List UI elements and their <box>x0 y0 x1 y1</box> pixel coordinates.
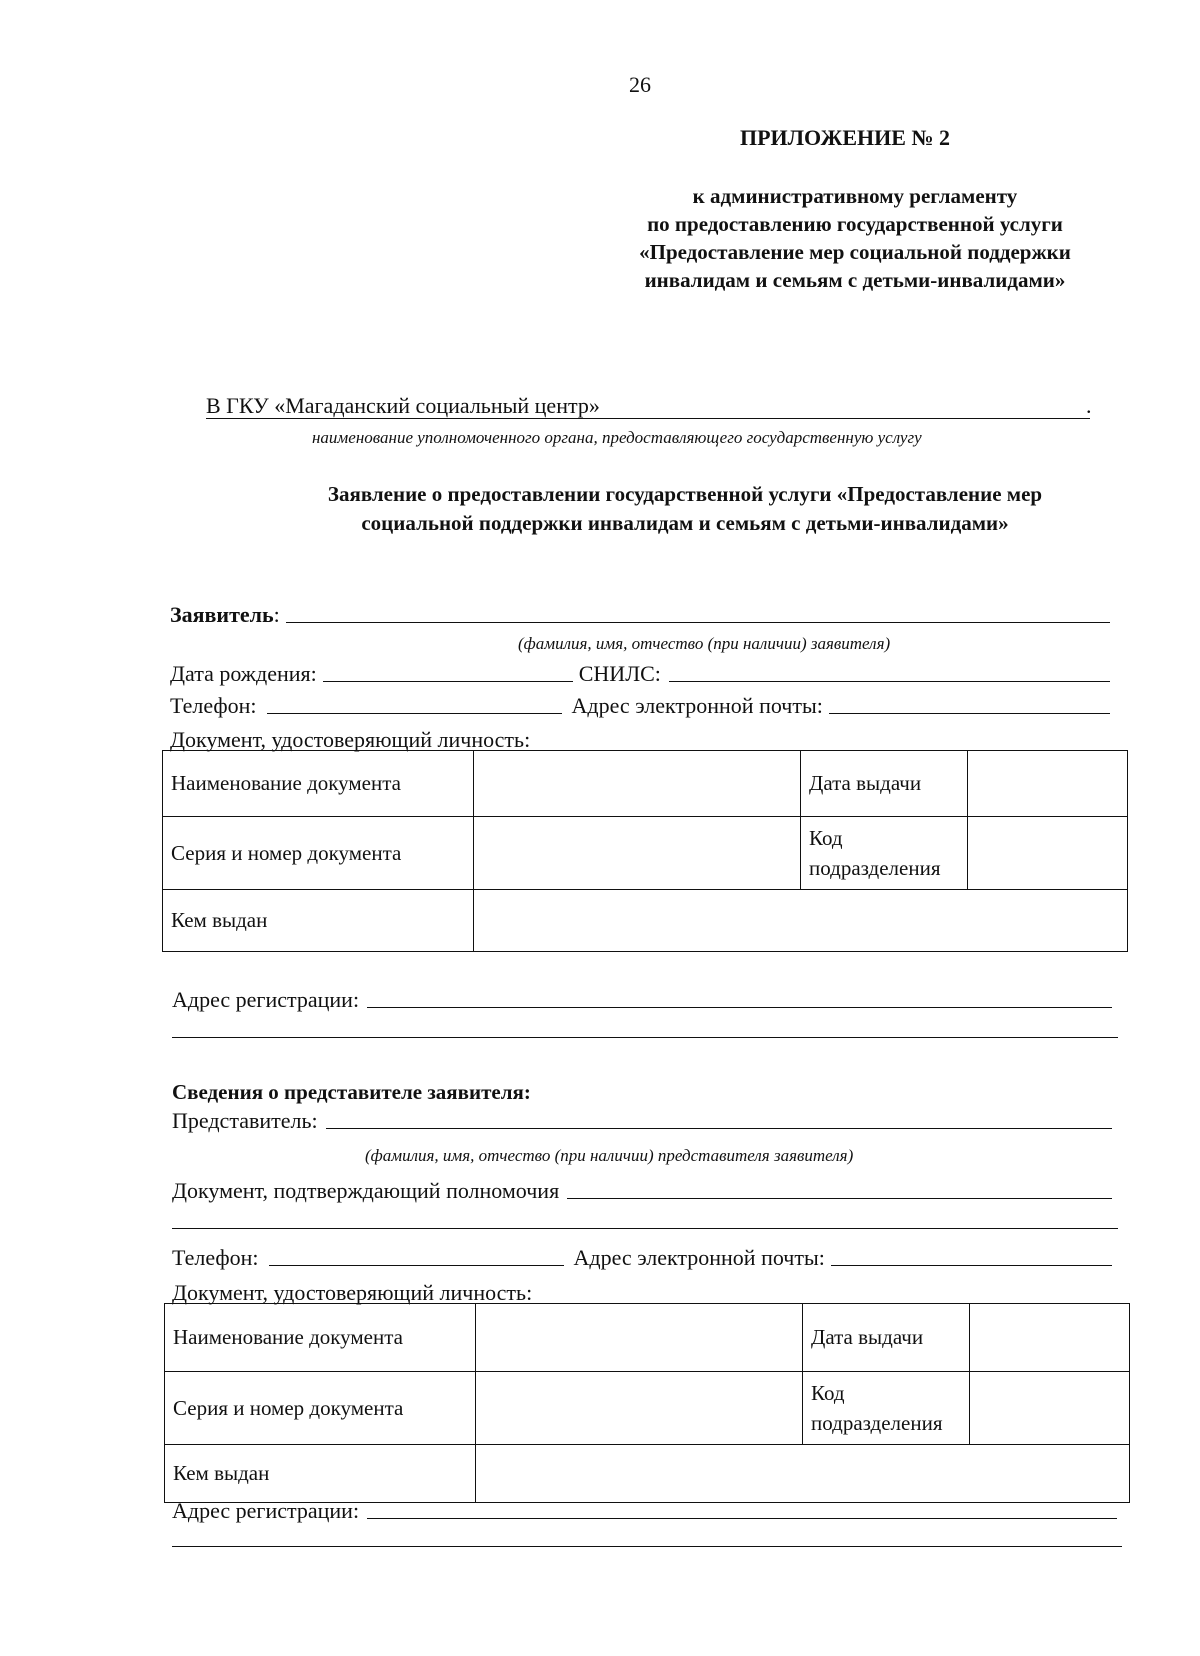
authority-doc-row <box>172 1178 1112 1204</box>
snils-field[interactable] <box>669 681 1110 682</box>
doc-name-label: Наименование документа <box>163 751 474 817</box>
issued-by-label: Кем выдан <box>163 890 474 952</box>
representative-id-table <box>164 1303 1130 1503</box>
rep-email-label: Адрес электронной почты: <box>573 1245 825 1270</box>
birth-date-field[interactable] <box>323 681 573 682</box>
rep-doc-name-cell[interactable] <box>476 1304 803 1372</box>
rep-series-number-cell[interactable] <box>476 1372 803 1445</box>
rep-reg-address-label: Адрес регистрации: <box>172 1498 360 1523</box>
representative-name-field[interactable] <box>326 1128 1112 1129</box>
appendix-title: ПРИЛОЖЕНИЕ № 2 <box>740 125 951 150</box>
reference-line: к административному регламенту <box>692 184 1018 208</box>
applicant-name-field[interactable] <box>286 622 1110 623</box>
addressee-hint: наименование уполномоченного органа, предоставляющего государственную услугу <box>312 428 922 447</box>
rep-issue-date-cell[interactable] <box>970 1304 1130 1372</box>
birth-snils-row <box>170 661 1110 687</box>
reg-address-field-line2[interactable] <box>172 1037 1118 1038</box>
rep-phone-email-row <box>172 1245 1112 1271</box>
reference-line: «Предоставление мер социальной поддержки <box>639 240 1071 264</box>
email-field[interactable] <box>829 713 1110 714</box>
reference-line: по предоставлению государственной услуги <box>647 212 1063 236</box>
representative-row <box>172 1108 1112 1134</box>
reg-address-row <box>172 987 1112 1013</box>
rep-issued-by-cell[interactable] <box>476 1445 1130 1503</box>
rep-phone-field[interactable] <box>269 1265 564 1266</box>
birth-date-label: Дата рождения: <box>170 661 317 686</box>
authority-doc-label: Документ, подтверждающий полномочия <box>172 1178 560 1203</box>
reg-address-field[interactable] <box>367 1007 1112 1008</box>
page-number: 26 <box>629 72 651 97</box>
id-document-label: Документ, удостоверяющий личность: <box>170 727 531 752</box>
phone-field[interactable] <box>267 713 562 714</box>
application-title <box>250 480 1120 538</box>
addressee-underline <box>206 418 1090 419</box>
rep-reg-address-field[interactable] <box>367 1518 1117 1519</box>
rep-reg-address-field-line2[interactable] <box>172 1546 1122 1547</box>
applicant-colon: : <box>273 602 280 627</box>
division-code-label: Код подразделения <box>801 817 968 890</box>
representative-label: Представитель: <box>172 1108 318 1133</box>
applicant-label: Заявитель <box>170 602 274 627</box>
representative-section-title: Сведения о представителе заявителя: <box>172 1080 531 1104</box>
issue-date-cell[interactable] <box>968 751 1128 817</box>
phone-email-row <box>170 693 1110 719</box>
division-code-cell[interactable] <box>968 817 1128 890</box>
representative-name-hint: (фамилия, имя, отчество (при наличии) представителя заявителя) <box>365 1146 854 1165</box>
applicant-id-table <box>162 750 1128 952</box>
authority-doc-field[interactable] <box>567 1198 1112 1199</box>
series-number-cell[interactable] <box>474 817 801 890</box>
rep-email-field[interactable] <box>831 1265 1112 1266</box>
addressee-text: В ГКУ «Магаданский социальный центр» <box>206 393 600 418</box>
rep-division-code-cell[interactable] <box>970 1372 1130 1445</box>
rep-division-code-label: Код подразделения <box>803 1372 970 1445</box>
rep-reg-address-row <box>172 1498 1117 1524</box>
addressee-end: . <box>1086 393 1092 418</box>
doc-name-cell[interactable] <box>474 751 801 817</box>
applicant-name-hint: (фамилия, имя, отчество (при наличии) заявителя) <box>518 634 891 653</box>
rep-issued-by-label: Кем выдан <box>165 1445 476 1503</box>
reg-address-label: Адрес регистрации: <box>172 987 360 1012</box>
snils-label: СНИЛС: <box>578 661 661 686</box>
rep-doc-name-label: Наименование документа <box>165 1304 476 1372</box>
applicant-row <box>170 602 1110 628</box>
issue-date-label: Дата выдачи <box>801 751 968 817</box>
series-number-label: Серия и номер документа <box>163 817 474 890</box>
issued-by-cell[interactable] <box>474 890 1128 952</box>
rep-phone-label: Телефон: <box>172 1245 259 1270</box>
authority-doc-field-line2[interactable] <box>172 1228 1118 1229</box>
title-line: Заявление о предоставлении государственной услуги «Предоставление мер <box>327 482 1043 506</box>
rep-id-document-label: Документ, удостоверяющий личность: <box>172 1280 533 1305</box>
phone-label: Телефон: <box>170 693 257 718</box>
rep-issue-date-label: Дата выдачи <box>803 1304 970 1372</box>
email-label: Адрес электронной почты: <box>571 693 823 718</box>
reference-line: инвалидам и семьям с детьми-инвалидами» <box>644 268 1066 292</box>
title-line: социальной поддержки инвалидам и семьям с детьми-инвалидами» <box>361 511 1009 535</box>
rep-series-number-label: Серия и номер документа <box>165 1372 476 1445</box>
